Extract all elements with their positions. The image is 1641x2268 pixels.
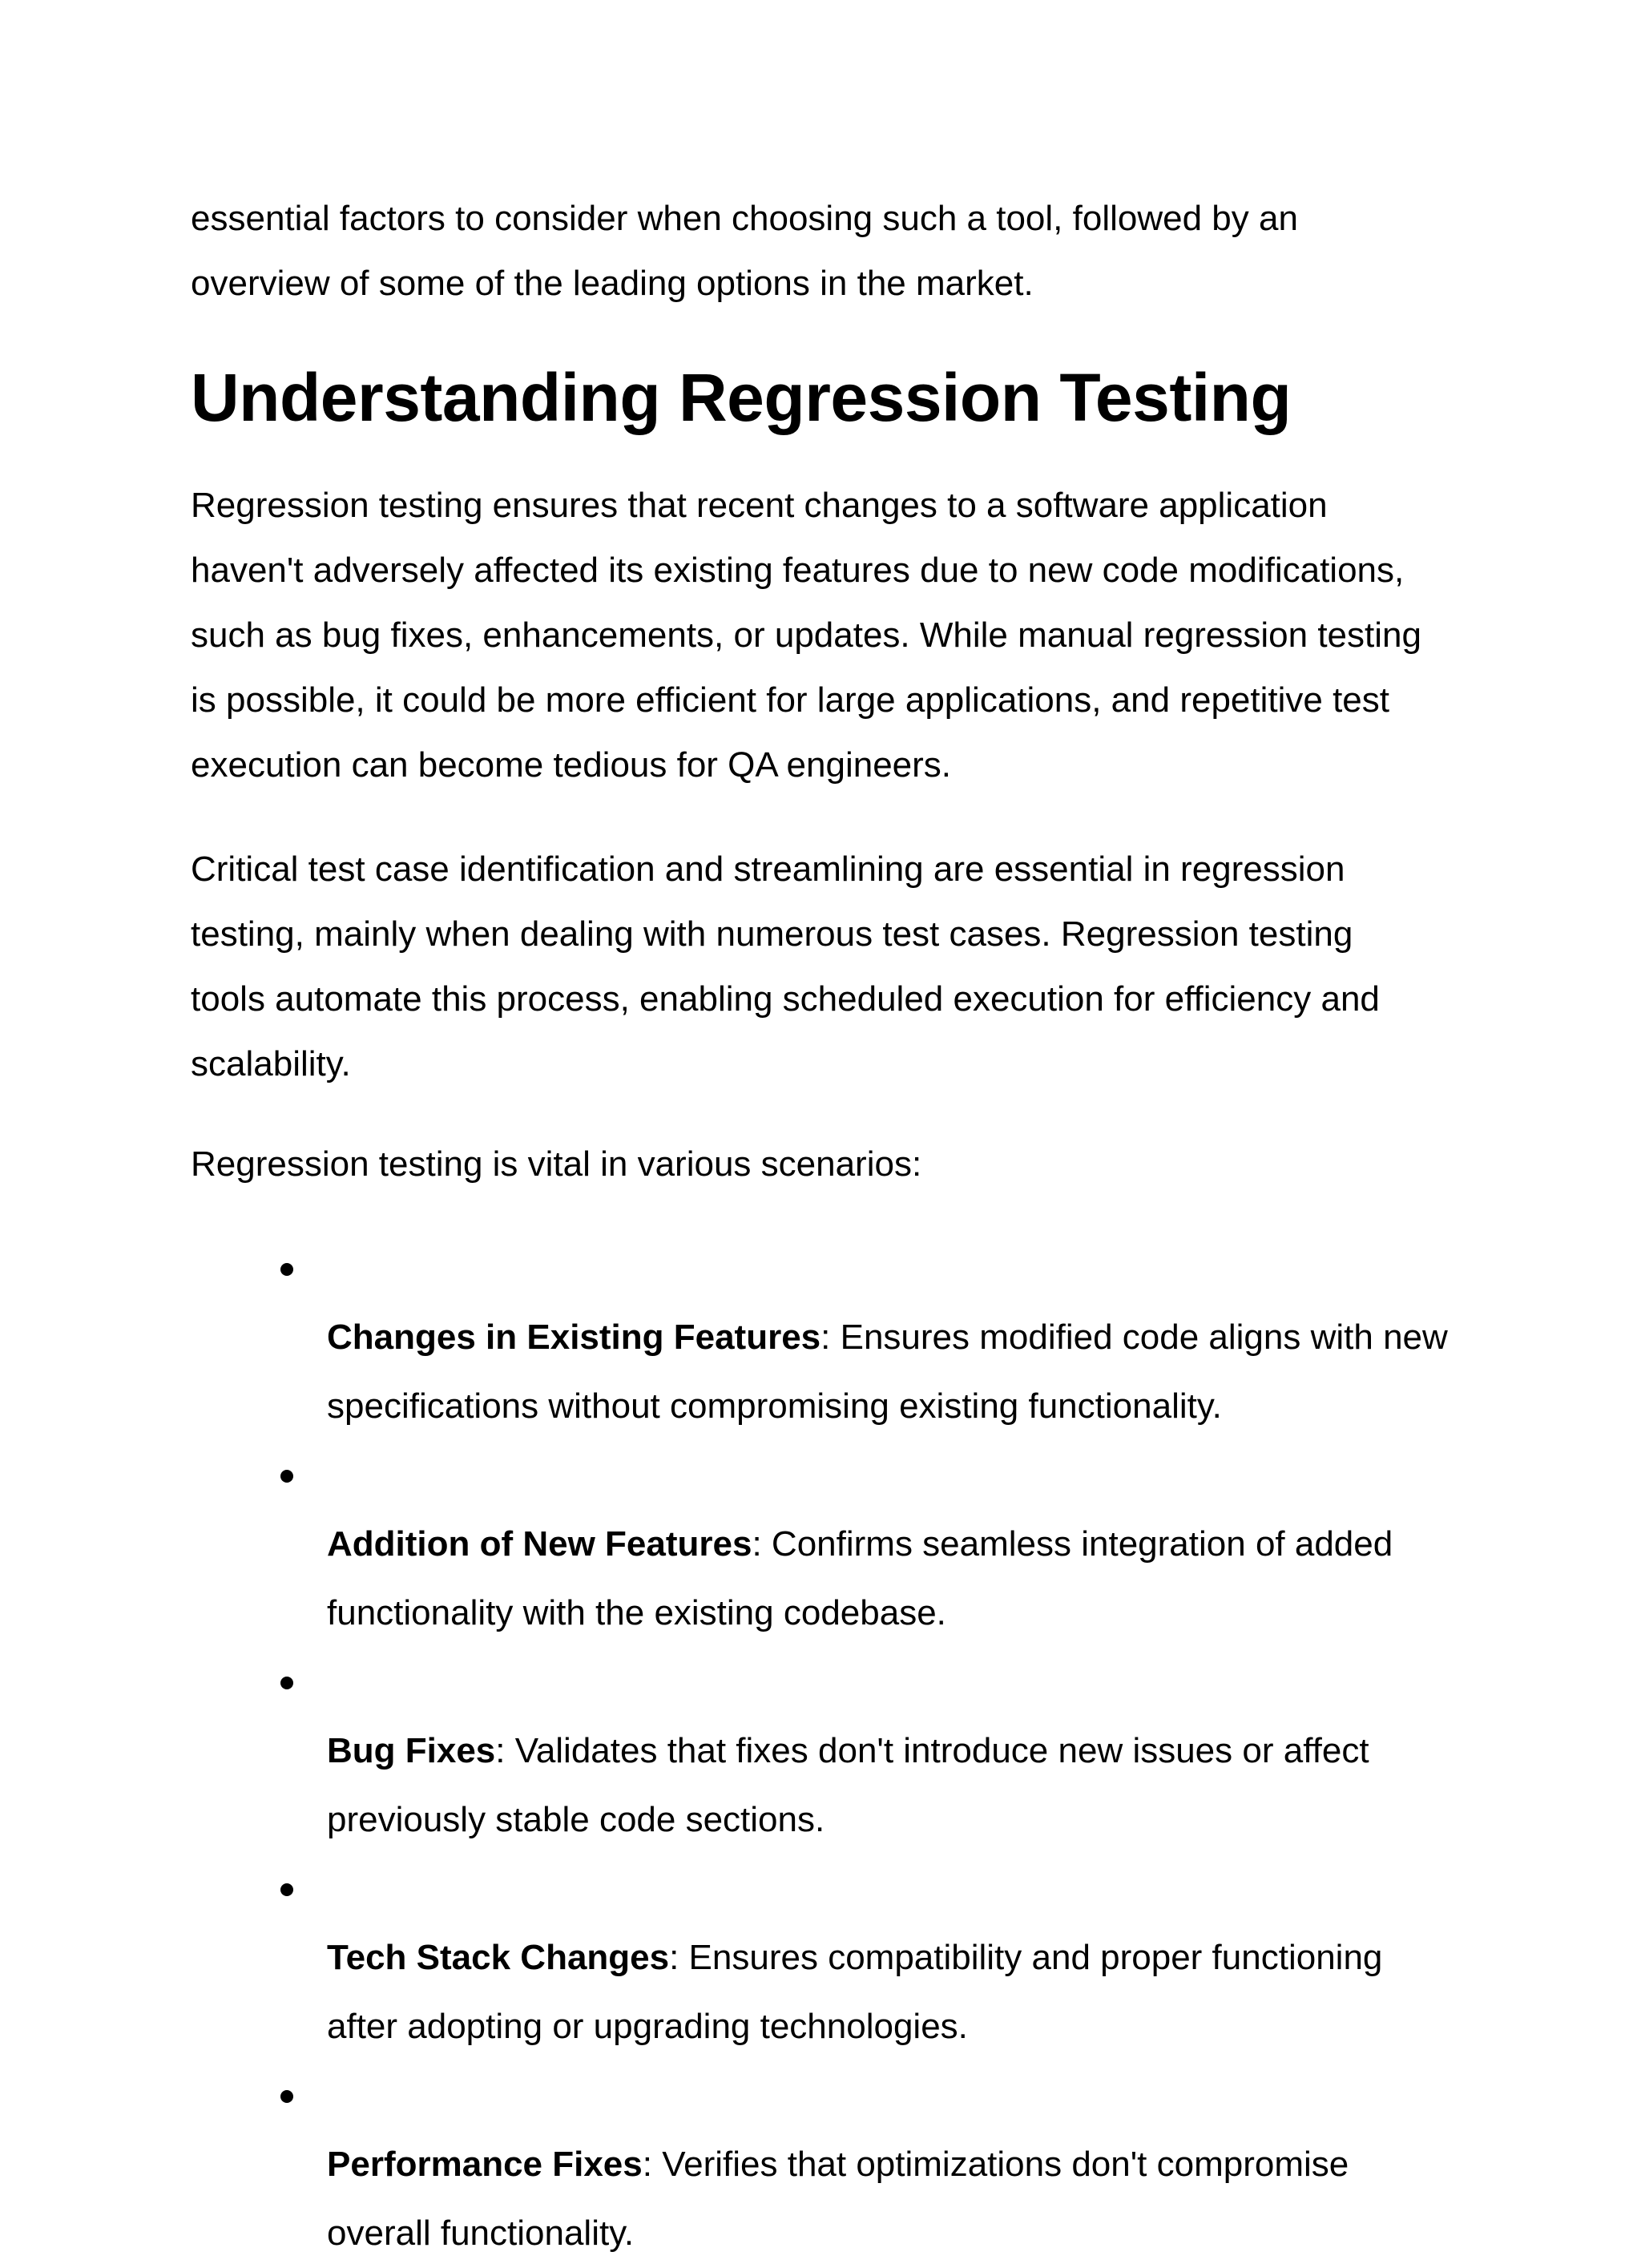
scenario-description: : Validates that fixes don't introduce new issues or affect previously stable code sections. [327, 1731, 1369, 1839]
list-item [327, 1441, 1465, 1648]
scenario-term: Addition of New Features [327, 1524, 752, 1564]
scenario-description: : Ensures modified code aligns with new specifications without compromising existing functionality. [327, 1318, 1448, 1426]
section-heading: Understanding Regression Testing [191, 360, 1292, 435]
paragraph-scenarios-intro: Regression testing is vital in various scenarios: [191, 1144, 922, 1184]
paragraph-test-case-identification: Critical test case identification and streamlining are essential in regression testing, mainly when dealing with numerous test cases. Regression testing tools automate this process, enabling scheduled execution for efficiency and scalability. [191, 849, 1380, 1084]
bullet-icon [280, 1883, 293, 1896]
bullet-icon [280, 2090, 293, 2103]
scenario-description: : Ensures compatibility and proper functioning after adopting or upgrading technologies. [327, 1938, 1383, 2046]
list-item [327, 1854, 1465, 2061]
list-item [327, 1648, 1465, 1854]
list-item [327, 2061, 1465, 2268]
scenario-list [327, 1234, 1465, 2268]
intro-paragraph: essential factors to consider when choosing such a tool, followed by an overview of some of the leading options in the market. [191, 199, 1298, 303]
bullet-icon [280, 1470, 293, 1483]
scenario-description: : Confirms seamless integration of added functionality with the existing codebase. [327, 1524, 1393, 1632]
bullet-icon [280, 1263, 293, 1276]
scenario-term: Changes in Existing Features [327, 1318, 821, 1357]
scenario-term: Tech Stack Changes [327, 1938, 670, 1977]
bullet-icon [280, 1677, 293, 1689]
scenario-term: Performance Fixes [327, 2145, 643, 2184]
scenario-term: Bug Fixes [327, 1731, 496, 1770]
list-item [327, 1234, 1465, 1441]
scenario-description: : Verifies that optimizations don't compromise overall functionality. [327, 2145, 1349, 2253]
paragraph-regression-overview: Regression testing ensures that recent changes to a software application haven't adversely affected its existing features due to new code modifications, such as bug fixes, enhancements, or updates. While manual regression testing is possible, it could be more efficient for large applications, and repetitive test execution can become tedious for QA engineers. [191, 486, 1421, 785]
